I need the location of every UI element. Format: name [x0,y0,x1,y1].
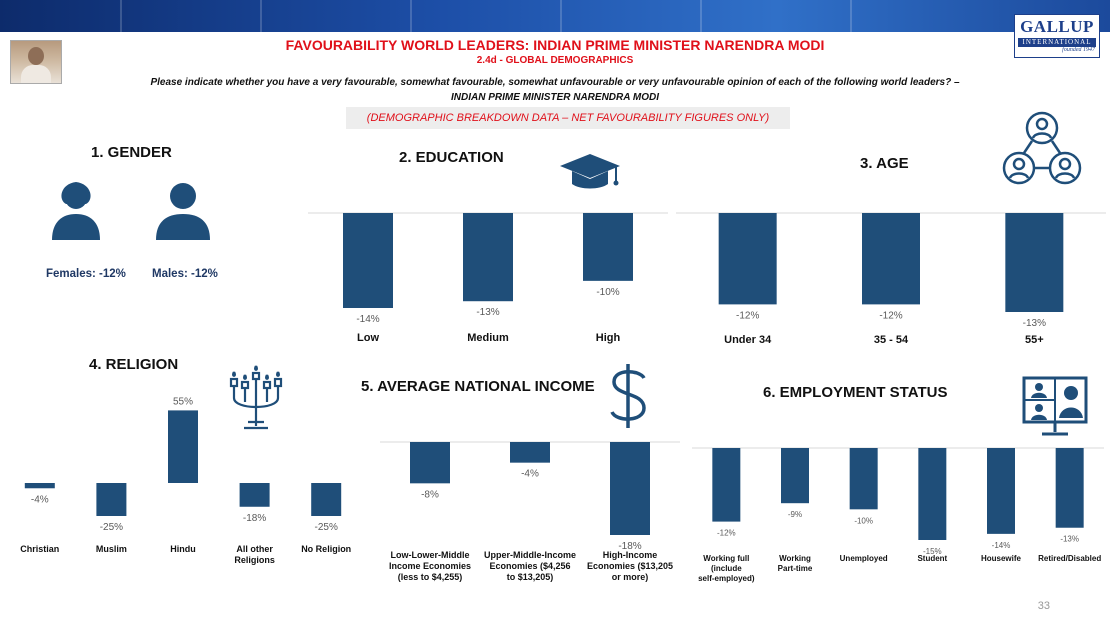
religion-data-label: -4% [30,494,49,506]
video-conference-icon [1022,376,1088,438]
survey-question [90,75,1020,105]
employment-tick-label: Student [917,554,948,563]
employment-tick-label: Working Part-time [777,554,813,573]
employment-data-label: -9% [787,510,803,520]
question-line1: Please indicate whether you have a very favourable, somewhat favourable, somewhat unfavourable or very unfavourable opinion of each of the following world leaders? – [150,77,960,88]
religion-bar [96,483,126,516]
age-bar [719,213,777,304]
page-number: 33 [1037,600,1050,612]
religion-bar [311,483,341,516]
religion-bar [240,483,270,507]
income-chart [380,436,680,591]
employment-chart [692,444,1104,594]
employment-tick-label: Housewife [980,554,1022,563]
education-data-label: -10% [596,286,620,298]
religion-data-label: -25% [99,522,124,533]
logo-name: GALLUP [1020,17,1094,36]
age-heading: 3. AGE [860,155,909,172]
graduation-cap-icon [558,152,622,192]
age-data-label: -13% [1022,318,1047,329]
employment-tick-label: Working full (include self-employed) [698,554,755,583]
religion-tick-label: All other Religions [234,544,275,565]
education-chart [308,211,668,351]
income-bar [410,442,450,483]
age-tick-label: Under 34 [724,334,772,346]
employment-bar [781,448,809,503]
breakdown-note: (DEMOGRAPHIC BREAKDOWN DATA – NET FAVOURABILITY FIGURES ONLY) [346,107,790,129]
employment-data-label: -10% [854,516,874,526]
religion-data-label: 55% [172,396,194,408]
income-tick-label: High-Income Economies ($13,205 or more) [586,550,674,582]
religion-data-label: -25% [314,522,338,533]
education-tick-label: Low [357,332,379,344]
income-data-label: -8% [421,489,439,501]
header-banner [0,0,1110,32]
employment-heading: 6. EMPLOYMENT STATUS [763,384,948,401]
religion-tick-label: No Religion [301,544,352,554]
income-heading: 5. AVERAGE NATIONAL INCOME [361,378,595,395]
religion-heading: 4. RELIGION [89,356,179,373]
age-bar [1005,213,1063,312]
education-data-label: -13% [476,307,500,319]
income-tick-label: Low-Lower-Middle Income Economies (less to $4,255) [388,550,472,582]
employment-data-label: -14% [991,540,1011,550]
age-data-label: -12% [879,310,903,322]
employment-data-label: -15% [922,547,942,556]
logo-line3: founded 1947 [1062,47,1095,53]
education-tick-label: Medium [467,332,509,344]
dollar-icon [606,362,650,430]
employment-bar [918,448,946,540]
income-bar [510,442,550,463]
income-data-label: -18% [618,541,642,552]
employment-bar [987,448,1015,534]
employment-tick-label: Unemployed [839,554,888,563]
question-line2: INDIAN PRIME MINISTER NARENDRA MODI [451,92,659,103]
employment-bar [1056,448,1084,528]
education-bar [583,213,633,281]
female-icon [52,182,100,240]
logo-line2: INTERNATIONAL [1018,38,1096,47]
age-tick-label: 55+ [1024,334,1044,346]
employment-tick-label: Retired/Disabled [1038,554,1102,563]
education-bar [463,213,513,301]
religion-tick-label: Christian [20,544,60,554]
education-heading: 2. EDUCATION [399,149,504,166]
male-icon [156,183,210,240]
income-bar [610,442,650,535]
males-label: Males: -12% [152,268,218,280]
employment-data-label: -13% [1060,534,1080,544]
employment-bar [712,448,740,522]
females-label: Females: -12% [46,268,126,280]
religion-tick-label: Muslim [95,544,127,554]
religion-tick-label: Hindu [170,544,196,554]
religion-bar [168,410,198,483]
employment-bar [850,448,878,509]
page-title: FAVOURABILITY WORLD LEADERS: INDIAN PRIME MINISTER NARENDRA MODI [285,37,825,53]
income-data-label: -4% [521,468,539,480]
religion-bar [25,483,55,488]
education-data-label: -14% [356,314,380,325]
age-tick-label: 35 - 54 [873,334,909,346]
religion-data-label: -18% [242,512,267,524]
income-tick-label: Upper-Middle-Income Economies ($4,256 to $13,205) [483,550,577,582]
gender-icons [48,176,218,244]
age-bar [862,213,920,304]
page-subtitle: 2.4d - GLOBAL DEMOGRAPHICS [476,55,634,66]
education-bar [343,213,393,308]
employment-data-label: -12% [716,528,736,538]
age-data-label: -12% [735,310,760,322]
religion-chart [4,395,362,575]
age-chart [676,211,1106,351]
gender-heading: 1. GENDER [91,144,172,161]
people-network-icon [1002,108,1082,186]
education-tick-label: High [595,332,621,344]
